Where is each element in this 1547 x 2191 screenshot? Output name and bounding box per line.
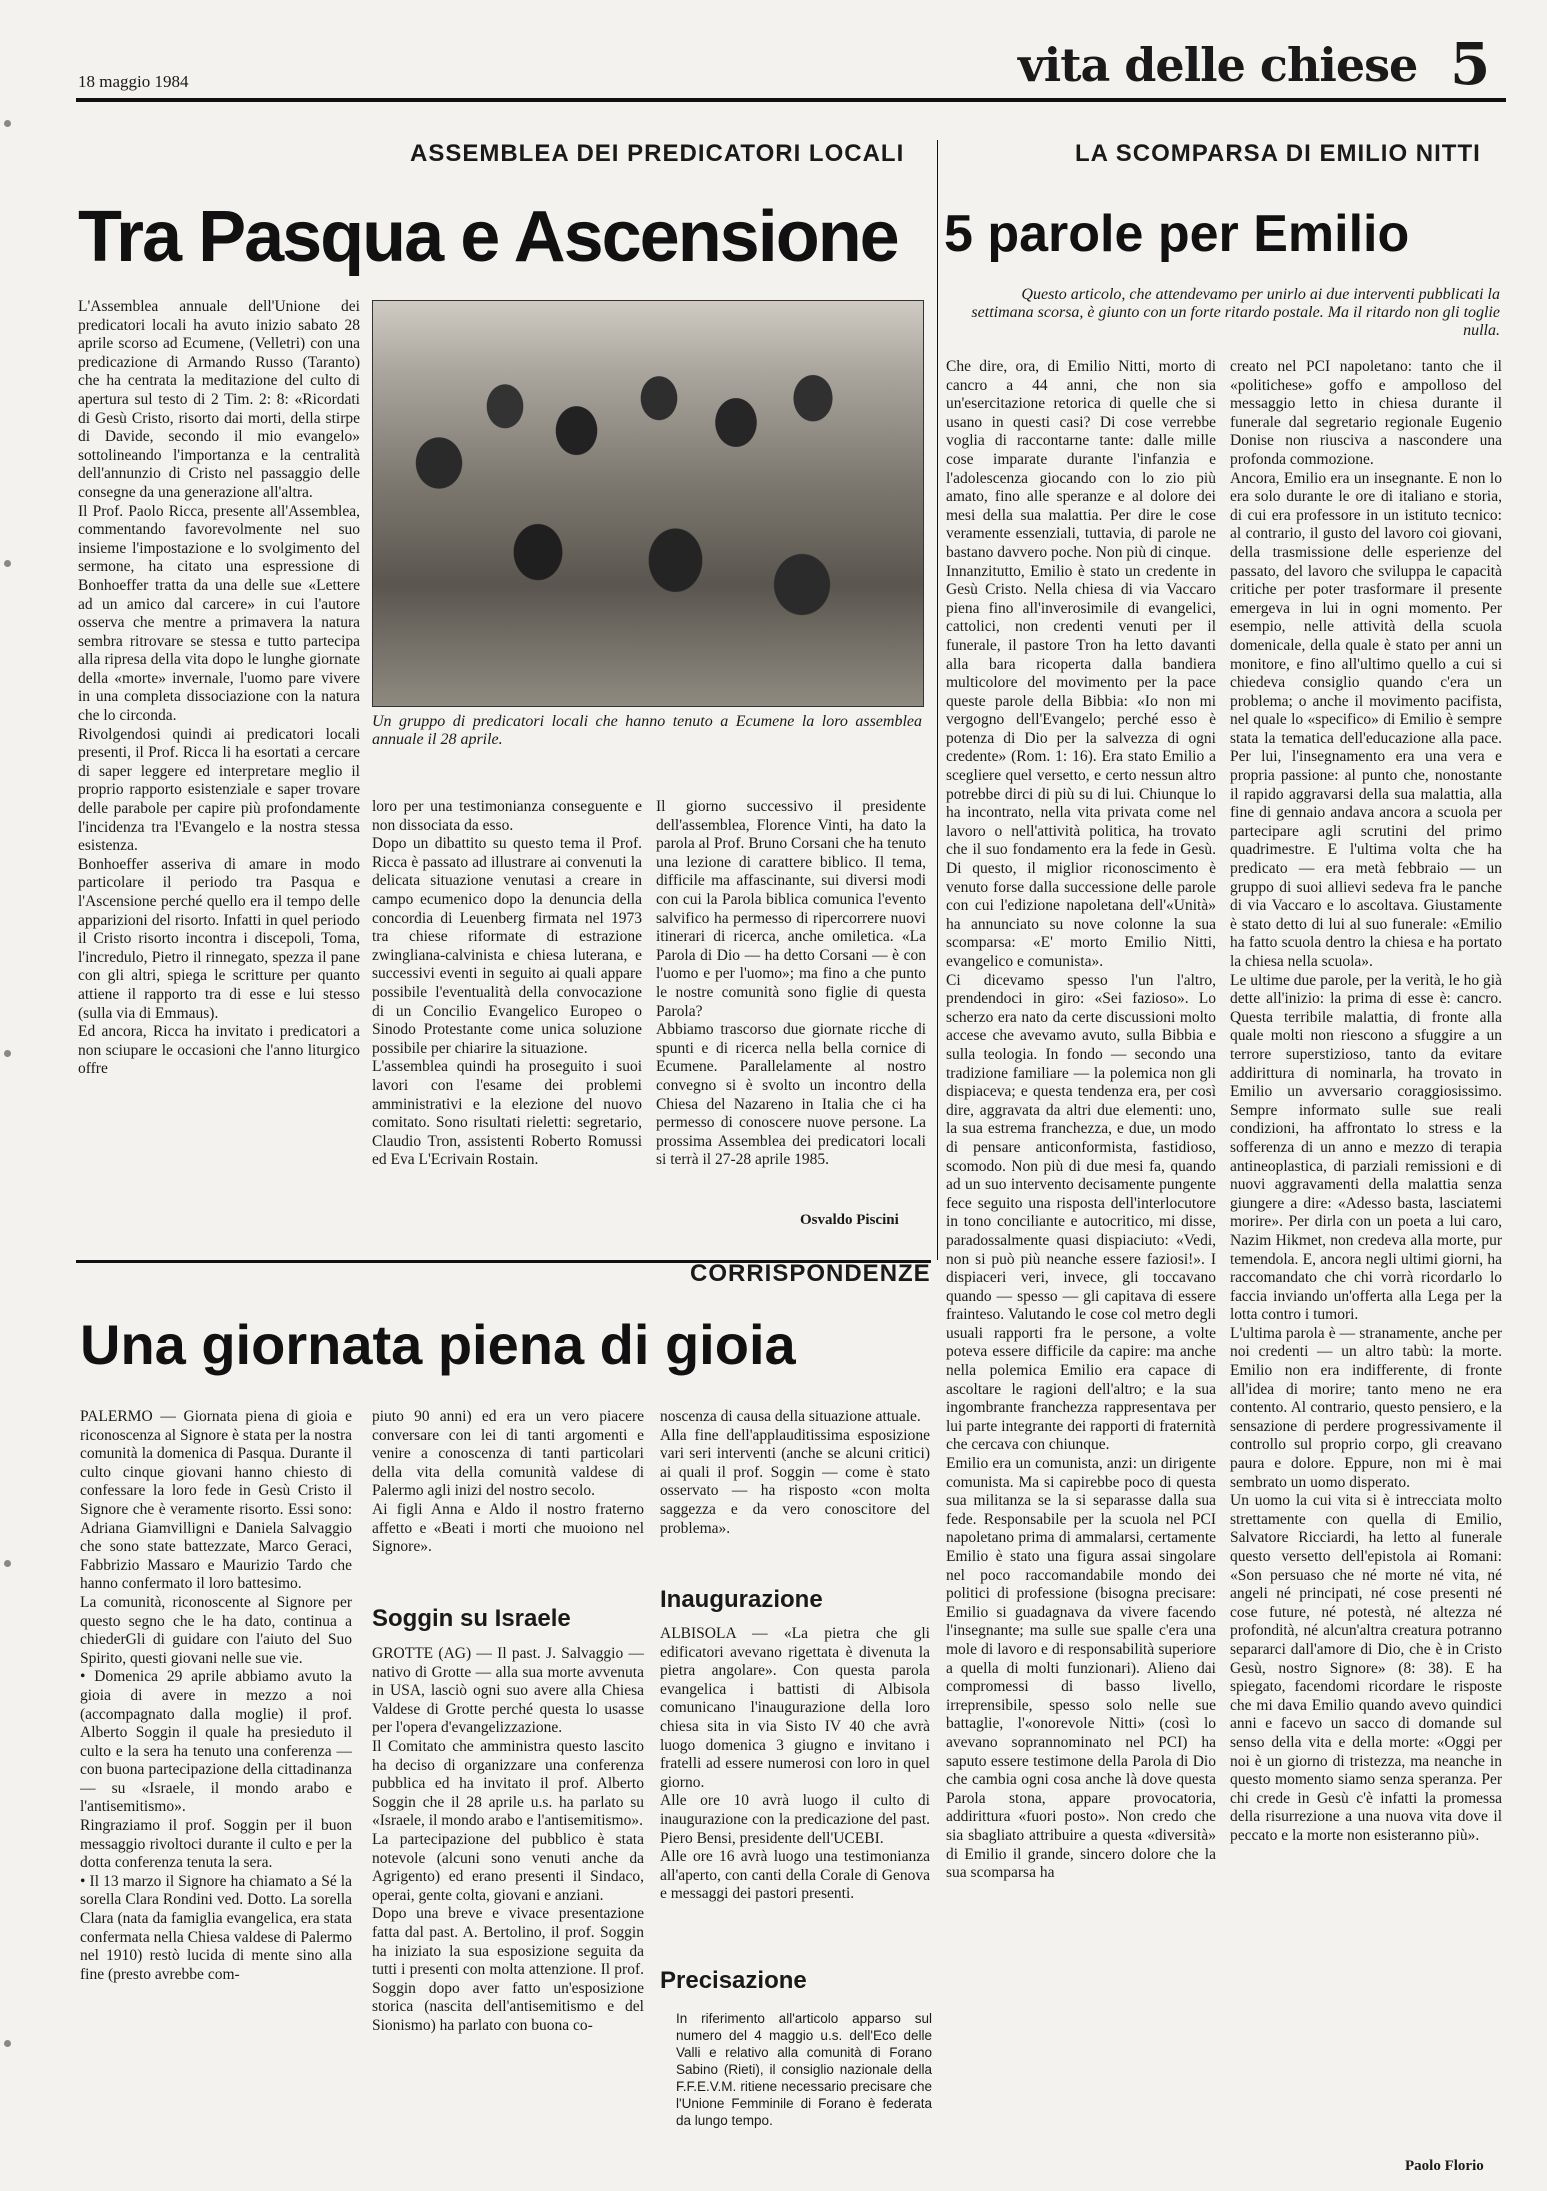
article1-column-1-text: L'Assemblea annuale dell'Unione dei predicatori locali ha avuto inizio sabato 28 aprile scorso ad Ecumene, (Velletri) con una predicazione di Armando Russo (Taranto) che ha centrata la meditazione del culto di apertura sul testo di 2 Tim. 2: 8: «Ricordati di Gesù Cristo, risorto dai morti, della stirpe di Davide, secondo il mio evangelo» sottolineando l'importanza e la centralità dell'annunzio di Cristo nel passaggio delle consegne da una generazione all'altra. Il Prof. Paolo Ricca, presente all'Assemblea, commentando favorevolmente nel suo insieme l'impostazione e lo svolgimento del sermone, ha citato una espressione di Bonhoeffer tratta da una delle sue «Lettere ad un amico dal carcere» in cui l'autore osserva che mentre a primavera la natura sembra ritrovare se stessa e tutto partecipa alla ripresa della vita dopo le lunghe giornate della «morte» invernale, l'uomo pare vivere in una completa dissociazione con la natura che lo circonda. Rivolgendosi quindi ai predicatori locali presenti, il Prof. Ricca li ha esortati a cercare di saper leggere ed interpretare meglio il proprio rapporto esistenziale e saper trovare delle parabole per capire più profondamente l'incidenza tra l'Evangelo e la nostra stessa esistenza. Bonhoeffer asseriva di amare in modo particolare il periodo tra Pasqua e l'Ascensione perché quello era il tempo delle apparizioni del risorto. Infatti in quel periodo il Cristo risorto incontra i discepoli, Toma, l'incredulo, Pietro il rinnegato, spezza il pane con gli altri, spiega le scritture per quanto attiene il rapporto tra di esse e lui stesso (sulla via di Emmaus). Ed ancora, Ricca ha invitato i predicatori a non sciupare le occasioni che l'anno liturgico offre [78, 298, 360, 1078]
article1-column-2 [372, 798, 642, 1226]
photo-caption: Un gruppo di predicatori locali che hanno tenuto a Ecumene la loro assemblea annuale il 28 aprile. [372, 713, 922, 748]
punch-hole [4, 1050, 11, 1057]
article3-column-2b-text: GROTTE (AG) — Il past. J. Salvaggio — nativo di Grotte — alla sua morte avvenuta in USA, lasciò ogni suo avere alla Chiesa Valdese di Grotte perché questa lo usasse per l'opera d'evangelizzazione. Il Comitato che amministra questo lascito ha deciso di organizzare una conferenza pubblica ed ha invitato il prof. Alberto Soggin che il 28 aprile u.s. ha parlato su «Israele, il mondo arabo e l'antisemitismo». La partecipazione del pubblico è stata notevole (alcuni sono venuti anche da Agrigento) ed erano presenti il Sindaco, operai, gente colta, giovani e anziani. Dopo una breve e vivace presentazione fatta dal past. A. Bertolino, il prof. Soggin ha iniziato la sua esposizione seguita da tutti i presenti con molta attenzione. Il prof. Soggin dopo aver fatto un'esposizione storica (nascita dell'antisemitismo e del Sionismo) ha parlato con buona co- [372, 1645, 644, 2034]
article3-column-3b [660, 1625, 930, 1955]
article2-kicker: LA SCOMPARSA DI EMILIO NITTI [1075, 140, 1481, 167]
article3-column-3-text: noscenza di causa della situazione attuale. Alla fine dell'applauditissima esposizione vari seri interventi (anche se alcuni critici) ai quali il prof. Soggin — come è stato osservato — ha risposto «con molta saggezza e da vero conoscitore del problema». [660, 1408, 930, 1537]
article3-column-3c [676, 2010, 932, 2160]
article1-kicker: ASSEMBLEA DEI PREDICATORI LOCALI [410, 140, 905, 167]
article1-signature: Osvaldo Piscini [800, 1212, 899, 1228]
article2-column-1 [946, 358, 1216, 2178]
article1-column-2-text: loro per una testimonianza conseguente e non dissociata da esso. Dopo un dibattito su questo tema il Prof. Ricca è passato ad illustrare ai convenuti la delicata situazione venutasi a creare in campo ecumenico dopo la denuncia della concordia di Leuenberg firmata nel 1973 tra chiese riformate di estrazione zwingliana-calvinista e chiesa luterana, e successivi eventi in seguito ai quali appare possibile l'eventualità della convocazione di un Concilio Evangelico Europeo o Sinodo Protestante come unica soluzione possibile per chiarire la situazione. L'assemblea quindi ha proseguito i suoi lavori con l'esame dei problemi amministrativi e la elezione del nuovo comitato. Sono risultati rieletti: segretario, Claudio Tron, assistenti Roberto Romussi ed Eva L'Ecrivain Rostain. [372, 798, 642, 1169]
article3-subhead-inaugurazione: Inaugurazione [660, 1586, 823, 1613]
article3-subhead-soggin: Soggin su Israele [372, 1605, 571, 1632]
article1-column-3-text: Il giorno successivo il presidente dell'assemblea, Florence Vinti, ha dato la parola al Prof. Bruno Corsani che ha tenuto una lezione di carattere biblico. Il tema, difficile ma affascinante, sui diversi modi con cui la Parola biblica comunica l'evento salvifico ha permesso di ripercorrere nuovi itinerari di ricerca, anche omiletica. «La Parola di Dio — ha detto Corsani — è con l'uomo e per l'uomo»; ma fino a che punto le nostre comunità sono figlie di questa Parola? Abbiamo trascorso due giornate ricche di spunti e di ricerca nella bella cornice di Ecumene. Parallelamente al nostro convegno si è svolto un incontro della Chiesa del Nazareno in Italia che ci ha permesso di conoscere nuove persone. La prossima Assemblea dei predicatori locali si terrà il 27-28 aprile 1985. [656, 798, 926, 1169]
page-date: 18 maggio 1984 [78, 72, 189, 91]
punch-hole [4, 1560, 11, 1567]
section-title: vita delle chiese [1018, 38, 1418, 92]
column-divider [937, 140, 938, 1260]
article3-column-3c-text: In riferimento all'articolo apparso sul numero del 4 maggio u.s. dell'Eco delle Valli e relativo alla comunità di Forano Sabino (Rieti), il consiglio nazionale della F.F.E.V.M. ritiene necessario precisare che l'Unione Femminile di Forano è federata da lungo tempo. [676, 2011, 932, 2128]
punch-hole [4, 2040, 11, 2047]
article3-column-3b-text: ALBISOLA — «La pietra che gli edificatori avevano rigettata è divenuta la pietra angolare». Con questa parola evangelica i battisti di Albisola comunicano l'inaugurazione della loro chiesa sita in via Sisto IV 40 che avrà luogo domenica 3 giugno e invitano i fratelli ad essere numerosi con loro in quel giorno. Alle ore 10 avrà luogo il culto di inaugurazione con la predicazione del past. Piero Bensi, presidente dell'UCEBI. Alle ore 16 avrà luogo una testimonianza all'aperto, con canti della Corale di Genova e messaggi dei pastori presenti. [660, 1625, 930, 1903]
article2-lead: Questo articolo, che attendevamo per unirlo ai due interventi pubblicati la settimana scorsa, è giunto con un forte ritardo postale. Ma il ritardo non gli toglie nulla. [971, 286, 1500, 339]
article2-headline: 5 parole per Emilio [944, 205, 1410, 263]
article3-column-2 [372, 1408, 644, 1590]
punch-hole [4, 120, 11, 127]
article3-headline: Una giornata piena di gioia [80, 1313, 796, 1376]
article1-column-3 [656, 798, 926, 1208]
article2-column-2 [1230, 358, 1502, 2153]
article2-column-2-text: creato nel PCI napoletano: tanto che il «politichese» goffo e ampolloso del messaggio letto in chiesa durante il funerale dal segretario regionale Eugenio Donise non riusciva a nascondere una profonda commozione. Ancora, Emilio era un insegnante. E non lo era solo durante le ore di italiano e storia, di cui era professore in un istituto tecnico: al contrario, il gusto del lavoro coi giovani, della trasmissione delle esperienze del passato, del lavoro che sviluppa le capacità critiche per poter trasformare il presente emergeva in lui in ogni momento. Per esempio, nelle attività della scuola domenicale, della quale è stato per anni un monitore, e fino all'ultimo quello a cui si chiedeva consiglio quando c'era un problema; o anche il movimento pacifista, nel quale lo «specifico» di Emilio è sempre stata la tematica dell'educazione alla pace. Per lui, l'insegnamento era una vera e propria passione: al punto che, nonostante il rapido aggravarsi della sua malattia, alla fine di gennaio andava ancora a scuola per partecipare agli scrutini del primo quadrimestre. E l'ultima volta che ha predicato — era metà febbraio — un gruppo di suoi allievi sedeva fra le panche di via Vaccaro e lo ascoltava. Giustamente è stato detto di lui al suo funerale: «Emilio ha fatto scuola dentro la chiesa e ha portato la chiesa nella scuola». Le ultime due parole, per la verità, le ho già dette all'inizio: la prima di esse è: cancro. Questa terribile malattia, di fronte alla quale molti non riescono a sfuggire a un terrore superstizioso, tanto da evitare addirittura di nominarla, ha trovato in Emilio un avversario coraggiosissimo. Sempre informato sulle sue reali condizioni, ha affrontato lo stress e la sofferenza di un anno e mezzo di terapia antineoplastica, di parziali remissioni e di nuovi aggravamenti della malattia senza giungere a dire: «Adesso basta, lasciatemi morire». Per dirla con un poeta a lui caro, Nazim Hikmet, non credeva alla morte, pur temendola. E, ancora negli ultimi giorni, ha raccomandato che chi vorrà ricordarlo lo faccia inviando un'offerta alla Lega per la lotta contro i tumori. L'ultima parola è — stranamente, anche per noi credenti — un altro tabù: la morte. Emilio non era indifferente, di fronte all'idea di morire; tanto meno ne era contento. Al contrario, questo pensiero, e la sensazione di perdere progressivamente il controllo sul proprio corpo, gli creavano paura e dolore. Eppure, non mi è mai sembrato un uomo disperato. Un uomo la cui vita si è intrecciata molto strettamente con quella di Emilio, Salvatore Ricciardi, ha letto al funerale questo versetto dell'epistola ai Romani: «Son persuaso che né morte né vita, né angeli né principati, né cose presenti né cose future, né potestà, né altezza né profondità, né alcun'altra creatura potranno separarci dall'amore di Dio, che è in Cristo Gesù, nostro Signore» (8: 38). E ha spiegato, facendomi ricordare le risposte che mi dava Emilio quando avevo quindici anni e facevo un sacco di domande sul senso della vita e della morte: «Oggi per noi è un giorno di tristezza, ma neanche in questo momento siamo senza speranza. Per chi crede in Gesù c'è infatti la promessa della risurrezione a una nuova vita dove il peccato e la morte non esisteranno più». [1230, 358, 1502, 1844]
article3-column-1 [80, 1408, 352, 2178]
group-photo [372, 300, 924, 707]
punch-hole [4, 560, 11, 567]
page-number: 5 [1450, 30, 1491, 98]
article3-column-3 [660, 1408, 930, 1583]
article3-column-2-text: piuto 90 anni) ed era un vero piacere conversare con lei di tanti argomenti e venire a conoscenza di tanti particolari della vita della comunità valdese di Palermo agli inizi del nostro secolo. Ai figli Anna e Aldo il nostro fraterno affetto e «Beati i morti che muoiono nel Signore». [372, 1408, 644, 1556]
article1-headline: Tra Pasqua e Ascensione [78, 197, 898, 277]
article3-subhead-precisazione: Precisazione [660, 1967, 807, 1994]
header-rule [76, 98, 1506, 102]
article3-kicker: CORRISPONDENZE [690, 1260, 931, 1287]
article2-signature: Paolo Florio [1405, 2158, 1484, 2174]
article2-column-1-text: Che dire, ora, di Emilio Nitti, morto di cancro a 44 anni, che non sia un'esercitazione retorica di quelle che si usano in questi casi? Di cose verrebbe voglia di raccontarne tante: dalle mille cose imparate durante l'infanzia e l'adolescenza giocando con lo zio più amato, fino alle speranze e al dolore dei mesi della sua malattia. Per dire le cose veramente essenziali, tuttavia, di parole ne bastano davvero poche. Non più di cinque. Innanzitutto, Emilio è stato un credente in Gesù Cristo. Nella chiesa di via Vaccaro piena fino all'inverosimile di evangelici, cattolici, non credenti venuti per il funerale, il pastore Tron ha letto davanti alla bara ricoperta dalla bandiera multicolore del movimento per la pace queste parole della Bibbia: «Io non mi vergogno dell'Evangelo; perché esso è potenza di Dio per la salvezza di ogni credente» (Rom. 1: 16). Era stato Emilio a scegliere quel versetto, e certo nessun altro potrebbe dirci di più su di lui. Chiunque lo ha incontrato, nella vita privata come nel lavoro o nell'attività politica, ha trovato che il suo fondamento era la fede in Gesù. Di questo, il miglior riconoscimento è venuto forse dalla successione delle parole con cui l'edizione napoletana dell'«Unità» ha annunciato su nove colonne la sua scomparsa: «E' morto Emilio Nitti, evangelico e comunista». Ci dicevamo spesso l'un l'altro, prendendoci in giro: «Sei fazioso». Lo scherzo era nato da certe discussioni molto accese che avevamo avuto, sulla Bibbia e sulla teologia. In fondo — secondo una tradizione familiare — la polemica non gli dispiaceva; e questa tendenza era, per così dire, aggravata da altri due elementi: uno, la sua estrema franchezza, e due, un modo di pensare anticonformista, fastidioso, scomodo. Non più di due mesi fa, quando ad un suo intervento decisamente pungente fece seguito una risposta dell'interlocutore in tono conciliante e autocritico, mi disse, paradossalmente quasi dispiaciuto: «Vedi, non si può più neanche essere faziosi!». I dispiaceri veri, invece, gli toccavano quando — spesso — gli capitava di essere frainteso. Valutando le cose col metro degli usuali rapporti fra le persone, a volte poteva essere difficile da capire: ma anche nella polemica Emilio era capace di ascoltare le ragioni dell'altro; e la sua ingombrante franchezza rappresentava per lui parte integrante dei rapporti di fraternità che cercava con chiunque. Emilio era un comunista, anzi: un dirigente comunista. Ma si capirebbe poco di questa sua militanza se la si separasse dalla sua fede. Responsabile per la scuola nel PCI napoletano prima di ammalarsi, certamente Emilio è stato una figura assai singolare nel poco raccomandabile mondo dei politici di professione (bisogna precisare: Emilio si guadagnava da vivere facendo l'insegnante; ma sulle sue spalle c'era una mole di lavoro e di responsabilità superiore a quella di molti funzionari). Alieno dai compromessi di basso livello, irreprensibile, spesso solo nelle sue battaglie, l'«onorevole Nitti» (così lo avevano soprannominato nel PCI) ha saputo essere testimone della Parola di Dio che cambia ogni cosa anche là dove questa Parola stona, appare provocatoria, addirittura «fuori posto». Non credo che sia sbagliato attribuire a questa «diversità» di Emilio il grande, sincero dolore che la sua scomparsa ha [946, 358, 1216, 1882]
article1-column-1 [78, 298, 360, 1223]
article3-column-1-text: PALERMO — Giornata piena di gioia e riconoscenza al Signore è stata per la nostra comunità la domenica di Pasqua. Durante il culto cinque giovani hanno chiesto di confessare la loro fede in Gesù Cristo il Signore che è veramente risorto. Essi sono: Adriana Giamvilligni e Daniela Salvaggio che sono state battezzate, Marco Geraci, Fabbrizio Massaro e Maurizio Tardo che hanno confermato il loro battesimo. La comunità, riconoscente al Signore per questo segno che le ha dato, continua a chiederGli di guidare con l'aiuto del Suo Spirito, questi giovani nelle sue vie. • Domenica 29 aprile abbiamo avuto la gioia di avere in mezzo a noi (accompagnato dalla moglie) il prof. Alberto Soggin il quale ha presieduto il culto e la sera ha tenuto una conferenza — con buona partecipazione della cittadinanza — su «Israele, il mondo arabo e l'antisemitismo». Ringraziamo il prof. Soggin per il buon messaggio rivoltoci durante il culto e per la dotta conferenza tenuta la sera. • Il 13 marzo il Signore ha chiamato a Sé la sorella Clara Rondini ved. Dotto. La sorella Clara (nata da famiglia evangelica, era stata confermata nella Chiesa valdese di Palermo nel 1910) restò lucida di mente sino alla fine (presto avrebbe com- [80, 1408, 352, 1983]
article3-column-2b [372, 1645, 644, 2180]
